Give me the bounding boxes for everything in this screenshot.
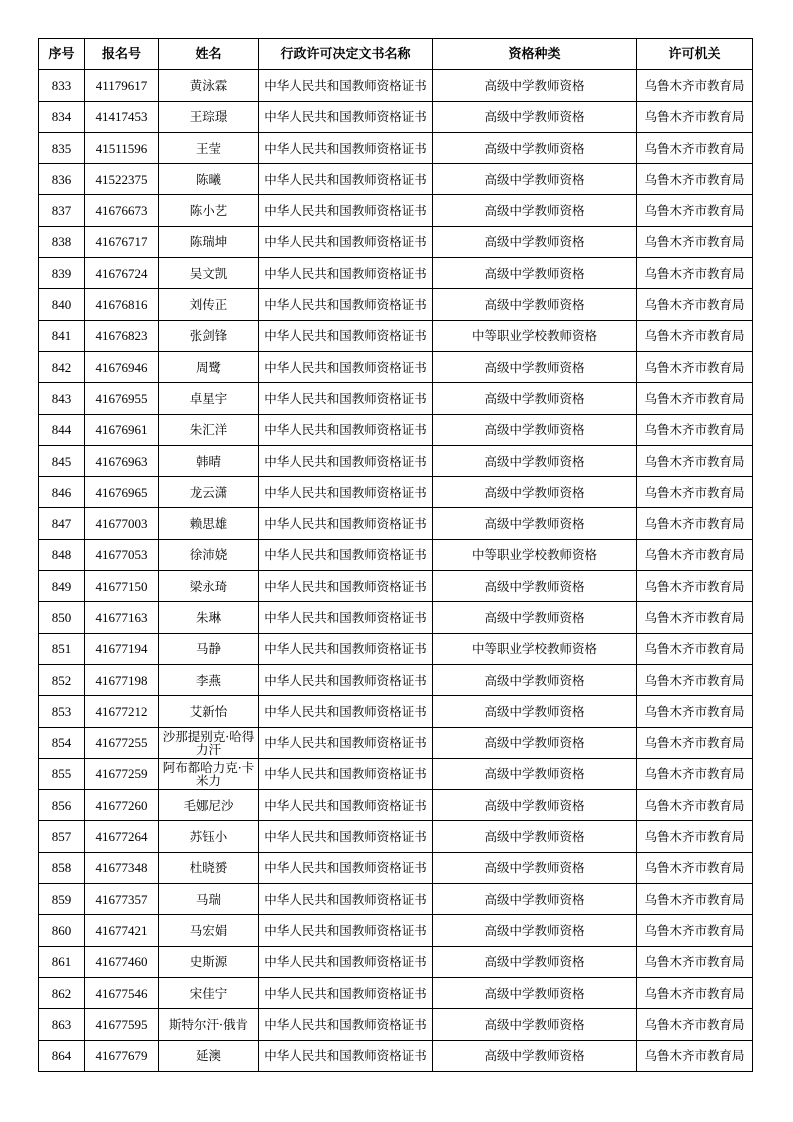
cell-document-name: 中华人民共和国教师资格证书 — [259, 852, 433, 883]
cell-licensing-authority: 乌鲁木齐市教育局 — [637, 508, 753, 539]
cell-seq: 855 — [39, 758, 85, 789]
cell-qualification-type: 高级中学教师资格 — [433, 727, 637, 758]
cell-name: 韩晴 — [159, 445, 259, 476]
table-row — [39, 727, 753, 758]
cell-seq: 841 — [39, 320, 85, 351]
cell-seq: 838 — [39, 226, 85, 257]
cell-licensing-authority: 乌鲁木齐市教育局 — [637, 602, 753, 633]
cell-qualification-type: 高级中学教师资格 — [433, 164, 637, 195]
cell-seq: 853 — [39, 696, 85, 727]
cell-qualification-type: 高级中学教师资格 — [433, 195, 637, 226]
cell-licensing-authority: 乌鲁木齐市教育局 — [637, 696, 753, 727]
header-registration-no: 报名号 — [85, 39, 159, 70]
cell-name: 史斯源 — [159, 946, 259, 977]
table-row — [39, 320, 753, 351]
cell-registration-no: 41677150 — [85, 571, 159, 602]
cell-document-name: 中华人民共和国教师资格证书 — [259, 351, 433, 382]
cell-qualification-type: 中等职业学校教师资格 — [433, 539, 637, 570]
cell-seq: 843 — [39, 383, 85, 414]
cell-qualification-type: 中等职业学校教师资格 — [433, 633, 637, 664]
cell-seq: 842 — [39, 351, 85, 382]
cell-name: 杜晓赟 — [159, 852, 259, 883]
teacher-qualification-table — [38, 38, 753, 1072]
table-row — [39, 383, 753, 414]
cell-registration-no: 41676961 — [85, 414, 159, 445]
table-row — [39, 758, 753, 789]
cell-registration-no: 41676724 — [85, 258, 159, 289]
cell-registration-no: 41677198 — [85, 664, 159, 695]
cell-name: 徐沛娆 — [159, 539, 259, 570]
cell-name: 王琮璟 — [159, 101, 259, 132]
cell-seq: 859 — [39, 884, 85, 915]
cell-seq: 850 — [39, 602, 85, 633]
table-row — [39, 226, 753, 257]
table-row — [39, 508, 753, 539]
cell-licensing-authority: 乌鲁木齐市教育局 — [637, 790, 753, 821]
cell-seq: 864 — [39, 1040, 85, 1071]
cell-qualification-type: 高级中学教师资格 — [433, 1040, 637, 1071]
cell-name: 艾新怡 — [159, 696, 259, 727]
table-row — [39, 696, 753, 727]
cell-document-name: 中华人民共和国教师资格证书 — [259, 289, 433, 320]
table-row — [39, 101, 753, 132]
cell-seq: 858 — [39, 852, 85, 883]
cell-name: 斯特尔汗·俄肯 — [159, 1009, 259, 1040]
cell-seq: 845 — [39, 445, 85, 476]
cell-qualification-type: 高级中学教师资格 — [433, 508, 637, 539]
cell-licensing-authority: 乌鲁木齐市教育局 — [637, 132, 753, 163]
cell-document-name: 中华人民共和国教师资格证书 — [259, 946, 433, 977]
cell-name: 王莹 — [159, 132, 259, 163]
cell-qualification-type: 高级中学教师资格 — [433, 226, 637, 257]
cell-licensing-authority: 乌鲁木齐市教育局 — [637, 1040, 753, 1071]
table-row — [39, 539, 753, 570]
cell-qualification-type: 高级中学教师资格 — [433, 445, 637, 476]
cell-name: 梁永琦 — [159, 571, 259, 602]
cell-seq: 835 — [39, 132, 85, 163]
table-row — [39, 946, 753, 977]
cell-licensing-authority: 乌鲁木齐市教育局 — [637, 758, 753, 789]
cell-name: 陈曦 — [159, 164, 259, 195]
cell-registration-no: 41179617 — [85, 70, 159, 101]
table-row — [39, 852, 753, 883]
cell-name: 沙那提别克·哈得力汗 — [159, 727, 259, 758]
cell-document-name: 中华人民共和国教师资格证书 — [259, 664, 433, 695]
cell-licensing-authority: 乌鲁木齐市教育局 — [637, 101, 753, 132]
table-row — [39, 1009, 753, 1040]
cell-qualification-type: 高级中学教师资格 — [433, 351, 637, 382]
cell-seq: 856 — [39, 790, 85, 821]
cell-seq: 863 — [39, 1009, 85, 1040]
header-row — [39, 39, 753, 70]
cell-document-name: 中华人民共和国教师资格证书 — [259, 821, 433, 852]
cell-qualification-type: 高级中学教师资格 — [433, 414, 637, 445]
cell-licensing-authority: 乌鲁木齐市教育局 — [637, 884, 753, 915]
cell-seq: 833 — [39, 70, 85, 101]
cell-document-name: 中华人民共和国教师资格证书 — [259, 477, 433, 508]
cell-licensing-authority: 乌鲁木齐市教育局 — [637, 539, 753, 570]
cell-qualification-type: 高级中学教师资格 — [433, 821, 637, 852]
cell-qualification-type: 中等职业学校教师资格 — [433, 320, 637, 351]
cell-qualification-type: 高级中学教师资格 — [433, 289, 637, 320]
cell-name: 刘传正 — [159, 289, 259, 320]
cell-licensing-authority: 乌鲁木齐市教育局 — [637, 70, 753, 101]
table-row — [39, 477, 753, 508]
cell-licensing-authority: 乌鲁木齐市教育局 — [637, 821, 753, 852]
cell-seq: 840 — [39, 289, 85, 320]
cell-licensing-authority: 乌鲁木齐市教育局 — [637, 477, 753, 508]
cell-document-name: 中华人民共和国教师资格证书 — [259, 195, 433, 226]
cell-licensing-authority: 乌鲁木齐市教育局 — [637, 1009, 753, 1040]
cell-name: 阿布都哈力克·卡米力 — [159, 758, 259, 789]
cell-registration-no: 41677255 — [85, 727, 159, 758]
cell-registration-no: 41677357 — [85, 884, 159, 915]
cell-registration-no: 41676673 — [85, 195, 159, 226]
table-row — [39, 132, 753, 163]
cell-licensing-authority: 乌鲁木齐市教育局 — [637, 289, 753, 320]
cell-licensing-authority: 乌鲁木齐市教育局 — [637, 571, 753, 602]
cell-registration-no: 41677212 — [85, 696, 159, 727]
cell-licensing-authority: 乌鲁木齐市教育局 — [637, 727, 753, 758]
table-row — [39, 821, 753, 852]
cell-document-name: 中华人民共和国教师资格证书 — [259, 101, 433, 132]
cell-qualification-type: 高级中学教师资格 — [433, 383, 637, 414]
cell-seq: 839 — [39, 258, 85, 289]
cell-document-name: 中华人民共和国教师资格证书 — [259, 164, 433, 195]
cell-seq: 852 — [39, 664, 85, 695]
table-row — [39, 351, 753, 382]
cell-seq: 860 — [39, 915, 85, 946]
table-row — [39, 977, 753, 1008]
cell-qualification-type: 高级中学教师资格 — [433, 258, 637, 289]
header-qualification-type: 资格种类 — [433, 39, 637, 70]
cell-document-name: 中华人民共和国教师资格证书 — [259, 1009, 433, 1040]
table-row — [39, 1040, 753, 1071]
cell-licensing-authority: 乌鲁木齐市教育局 — [637, 414, 753, 445]
cell-licensing-authority: 乌鲁木齐市教育局 — [637, 195, 753, 226]
cell-registration-no: 41677595 — [85, 1009, 159, 1040]
cell-registration-no: 41677259 — [85, 758, 159, 789]
cell-registration-no: 41677460 — [85, 946, 159, 977]
cell-registration-no: 41677679 — [85, 1040, 159, 1071]
cell-registration-no: 41677053 — [85, 539, 159, 570]
table-row — [39, 164, 753, 195]
cell-document-name: 中华人民共和国教师资格证书 — [259, 758, 433, 789]
cell-licensing-authority: 乌鲁木齐市教育局 — [637, 383, 753, 414]
cell-registration-no: 41511596 — [85, 132, 159, 163]
table-row — [39, 258, 753, 289]
cell-document-name: 中华人民共和国教师资格证书 — [259, 571, 433, 602]
cell-name: 延澳 — [159, 1040, 259, 1071]
cell-name: 毛娜尼沙 — [159, 790, 259, 821]
cell-name: 周鹭 — [159, 351, 259, 382]
cell-licensing-authority: 乌鲁木齐市教育局 — [637, 226, 753, 257]
cell-name: 陈瑞坤 — [159, 226, 259, 257]
cell-document-name: 中华人民共和国教师资格证书 — [259, 132, 433, 163]
cell-qualification-type: 高级中学教师资格 — [433, 790, 637, 821]
cell-registration-no: 41676717 — [85, 226, 159, 257]
cell-name: 卓星宇 — [159, 383, 259, 414]
cell-seq: 849 — [39, 571, 85, 602]
cell-registration-no: 41417453 — [85, 101, 159, 132]
cell-seq: 862 — [39, 977, 85, 1008]
cell-seq: 854 — [39, 727, 85, 758]
cell-qualification-type: 高级中学教师资格 — [433, 696, 637, 727]
table-row — [39, 790, 753, 821]
header-licensing-authority: 许可机关 — [637, 39, 753, 70]
cell-seq: 848 — [39, 539, 85, 570]
cell-licensing-authority: 乌鲁木齐市教育局 — [637, 633, 753, 664]
cell-registration-no: 41676946 — [85, 351, 159, 382]
cell-licensing-authority: 乌鲁木齐市教育局 — [637, 351, 753, 382]
cell-registration-no: 41677421 — [85, 915, 159, 946]
table-row — [39, 70, 753, 101]
cell-registration-no: 41676965 — [85, 477, 159, 508]
cell-qualification-type: 高级中学教师资格 — [433, 915, 637, 946]
cell-document-name: 中华人民共和国教师资格证书 — [259, 320, 433, 351]
cell-seq: 834 — [39, 101, 85, 132]
cell-registration-no: 41677260 — [85, 790, 159, 821]
cell-document-name: 中华人民共和国教师资格证书 — [259, 915, 433, 946]
cell-qualification-type: 高级中学教师资格 — [433, 132, 637, 163]
cell-registration-no: 41677163 — [85, 602, 159, 633]
cell-qualification-type: 高级中学教师资格 — [433, 571, 637, 602]
cell-name: 朱汇洋 — [159, 414, 259, 445]
table-row — [39, 195, 753, 226]
cell-document-name: 中华人民共和国教师资格证书 — [259, 1040, 433, 1071]
cell-seq: 837 — [39, 195, 85, 226]
table-row — [39, 602, 753, 633]
cell-licensing-authority: 乌鲁木齐市教育局 — [637, 852, 753, 883]
cell-name: 朱琳 — [159, 602, 259, 633]
header-document-name: 行政许可决定文书名称 — [259, 39, 433, 70]
cell-document-name: 中华人民共和国教师资格证书 — [259, 602, 433, 633]
cell-name: 张剑锋 — [159, 320, 259, 351]
cell-name: 马宏娟 — [159, 915, 259, 946]
cell-qualification-type: 高级中学教师资格 — [433, 977, 637, 1008]
cell-name: 苏钰小 — [159, 821, 259, 852]
cell-qualification-type: 高级中学教师资格 — [433, 758, 637, 789]
cell-document-name: 中华人民共和国教师资格证书 — [259, 696, 433, 727]
cell-document-name: 中华人民共和国教师资格证书 — [259, 70, 433, 101]
cell-registration-no: 41676963 — [85, 445, 159, 476]
cell-qualification-type: 高级中学教师资格 — [433, 884, 637, 915]
cell-registration-no: 41677264 — [85, 821, 159, 852]
cell-document-name: 中华人民共和国教师资格证书 — [259, 226, 433, 257]
cell-name: 宋佳宁 — [159, 977, 259, 1008]
cell-qualification-type: 高级中学教师资格 — [433, 946, 637, 977]
cell-licensing-authority: 乌鲁木齐市教育局 — [637, 258, 753, 289]
cell-document-name: 中华人民共和国教师资格证书 — [259, 445, 433, 476]
cell-seq: 857 — [39, 821, 85, 852]
cell-name: 李燕 — [159, 664, 259, 695]
cell-qualification-type: 高级中学教师资格 — [433, 602, 637, 633]
cell-qualification-type: 高级中学教师资格 — [433, 852, 637, 883]
cell-licensing-authority: 乌鲁木齐市教育局 — [637, 445, 753, 476]
table-row — [39, 445, 753, 476]
cell-licensing-authority: 乌鲁木齐市教育局 — [637, 164, 753, 195]
table-row — [39, 915, 753, 946]
cell-seq: 844 — [39, 414, 85, 445]
cell-document-name: 中华人民共和国教师资格证书 — [259, 508, 433, 539]
table-row — [39, 414, 753, 445]
header-name: 姓名 — [159, 39, 259, 70]
cell-name: 龙云潇 — [159, 477, 259, 508]
cell-document-name: 中华人民共和国教师资格证书 — [259, 633, 433, 664]
cell-name: 黄泳霖 — [159, 70, 259, 101]
cell-licensing-authority: 乌鲁木齐市教育局 — [637, 977, 753, 1008]
cell-name: 吴文凯 — [159, 258, 259, 289]
cell-seq: 847 — [39, 508, 85, 539]
cell-seq: 836 — [39, 164, 85, 195]
cell-document-name: 中华人民共和国教师资格证书 — [259, 884, 433, 915]
cell-registration-no: 41522375 — [85, 164, 159, 195]
cell-registration-no: 41677194 — [85, 633, 159, 664]
cell-registration-no: 41677546 — [85, 977, 159, 1008]
cell-name: 马静 — [159, 633, 259, 664]
cell-document-name: 中华人民共和国教师资格证书 — [259, 977, 433, 1008]
cell-seq: 851 — [39, 633, 85, 664]
cell-document-name: 中华人民共和国教师资格证书 — [259, 258, 433, 289]
cell-qualification-type: 高级中学教师资格 — [433, 70, 637, 101]
cell-document-name: 中华人民共和国教师资格证书 — [259, 539, 433, 570]
cell-document-name: 中华人民共和国教师资格证书 — [259, 383, 433, 414]
table-row — [39, 664, 753, 695]
cell-registration-no: 41677003 — [85, 508, 159, 539]
cell-qualification-type: 高级中学教师资格 — [433, 477, 637, 508]
cell-qualification-type: 高级中学教师资格 — [433, 1009, 637, 1040]
cell-name: 陈小艺 — [159, 195, 259, 226]
cell-registration-no: 41677348 — [85, 852, 159, 883]
cell-registration-no: 41676955 — [85, 383, 159, 414]
cell-seq: 861 — [39, 946, 85, 977]
cell-qualification-type: 高级中学教师资格 — [433, 101, 637, 132]
header-seq: 序号 — [39, 39, 85, 70]
table-row — [39, 884, 753, 915]
cell-seq: 846 — [39, 477, 85, 508]
cell-qualification-type: 高级中学教师资格 — [433, 664, 637, 695]
cell-name: 马瑞 — [159, 884, 259, 915]
cell-licensing-authority: 乌鲁木齐市教育局 — [637, 946, 753, 977]
table-row — [39, 633, 753, 664]
cell-document-name: 中华人民共和国教师资格证书 — [259, 790, 433, 821]
cell-document-name: 中华人民共和国教师资格证书 — [259, 727, 433, 758]
cell-document-name: 中华人民共和国教师资格证书 — [259, 414, 433, 445]
cell-registration-no: 41676823 — [85, 320, 159, 351]
table-row — [39, 289, 753, 320]
cell-licensing-authority: 乌鲁木齐市教育局 — [637, 664, 753, 695]
cell-registration-no: 41676816 — [85, 289, 159, 320]
cell-licensing-authority: 乌鲁木齐市教育局 — [637, 915, 753, 946]
cell-licensing-authority: 乌鲁木齐市教育局 — [637, 320, 753, 351]
cell-name: 赖思雄 — [159, 508, 259, 539]
table-row — [39, 571, 753, 602]
